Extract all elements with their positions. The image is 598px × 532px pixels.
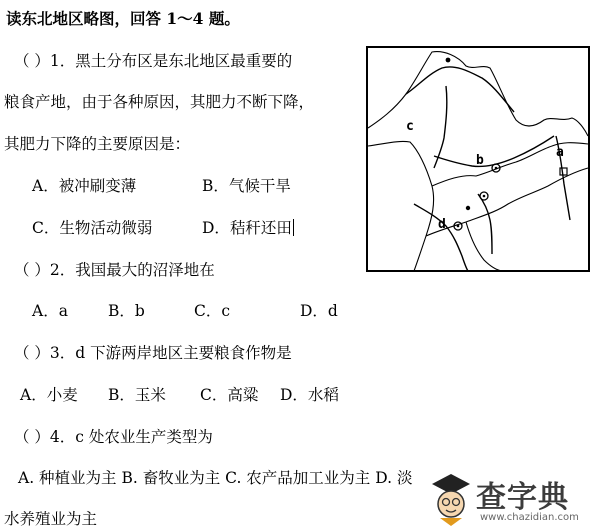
site-watermark [428, 470, 598, 532]
text-caret [293, 219, 294, 236]
q3-option-b: B．玉米 [108, 386, 166, 404]
q1-option-c: C．生物活动微弱 [32, 219, 153, 237]
river-liaohe [414, 204, 468, 271]
city-marker-dot [457, 225, 460, 228]
q1-option-d: D．秸秆还田 [202, 219, 292, 237]
provincial-border-central [432, 143, 588, 186]
page-title: 读东北地区略图，回答 1～4 题。 [6, 9, 240, 28]
city-marker [466, 206, 470, 210]
q1-stem-line1: （ ）1．黑土分布区是东北地区最重要的 [14, 52, 293, 70]
map-label-a: a [556, 145, 564, 160]
provincial-border-west [368, 141, 434, 271]
q1-option-b: B．气候干旱 [202, 177, 291, 195]
q4-options: A. 种植业为主 B. 畜牧业为主 C. 农产品加工业为主 D. 淡 [18, 469, 413, 487]
northeast-china-map [366, 46, 590, 272]
river-heilongjiang [406, 67, 514, 112]
q2-option-b: B．b [108, 302, 145, 320]
q3-option-a: A．小麦 [20, 386, 78, 404]
city-marker-dot [495, 167, 498, 170]
river-tributary [478, 194, 492, 254]
q2-stem: （ ）2．我国最大的沼泽地在 [14, 261, 215, 279]
q1-stem-line3: 其肥力下降的主要原因是： [4, 135, 191, 153]
q3-option-d: D．水稻 [280, 386, 339, 404]
q3-stem: （ ）3．d 下游两岸地区主要粮食作物是 [14, 344, 292, 362]
q2-option-a: A．a [32, 302, 68, 320]
city-marker [446, 58, 451, 63]
mascot-icon [428, 472, 474, 528]
q1-stem-line2: 粮食产地，由于各种原因，其肥力不断下降， [4, 93, 315, 111]
q4-continuation: 水养殖业为主 [4, 510, 98, 528]
q1-option-a: A．被冲刷变薄 [32, 177, 137, 195]
q2-option-d: D．d [300, 302, 338, 320]
river-songhua [434, 136, 554, 167]
national-border [368, 52, 588, 136]
lake-marker [560, 168, 567, 175]
city-marker-dot [483, 195, 486, 198]
map-label-c: c [406, 119, 414, 134]
watermark-text: 查字典 [476, 480, 569, 515]
southern-border [466, 222, 502, 271]
q3-option-c: C．高粱 [200, 386, 259, 404]
river-nenjiang [434, 86, 447, 168]
q2-option-c: C．c [194, 302, 231, 320]
watermark-url: www.chazidian.com [480, 512, 579, 523]
map-label-d: d [438, 217, 446, 232]
map-label-b: b [476, 153, 484, 168]
q4-stem: （ ）4．c 处农业生产类型为 [14, 428, 213, 446]
